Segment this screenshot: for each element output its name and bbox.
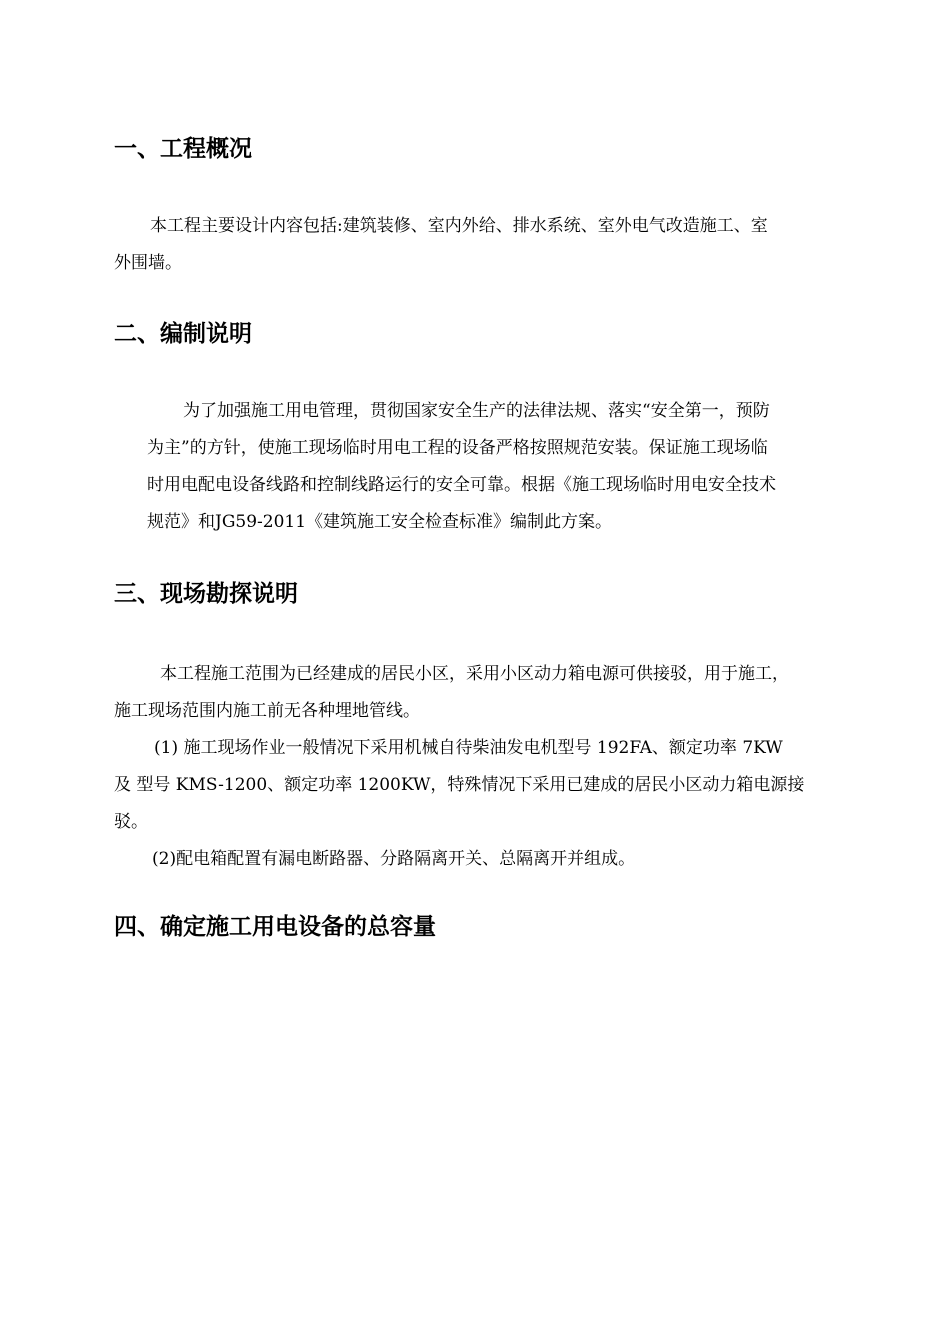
paragraph-line: 为主”的方针，使施工现场临时用电工程的设备严格按照规范安装。保证施工现场临 (147, 438, 768, 458)
paragraph-project-overview (114, 208, 768, 282)
paragraph-line: 及 型号 KMS-1200、额定功率 1200KW，特殊情况下采用已建成的居民小区动力箱电源接 (114, 775, 805, 795)
paragraph-compilation-notes (147, 393, 776, 541)
paragraph-line: 规范》和JG59-2011《建筑施工安全检查标准》编制此方案。 (147, 512, 613, 532)
paragraph-line: 驳。 (114, 812, 148, 832)
section-heading-site-survey: 三、现场勘探说明 (114, 581, 298, 607)
paragraph-line: 本工程主要设计内容包括:建筑装修、室内外给、排水系统、室外电气改造施工、室 (150, 216, 768, 236)
paragraph-line: 外围墙。 (114, 253, 182, 273)
section-heading-project-overview: 一、工程概况 (114, 136, 252, 162)
paragraph-line: 本工程施工范围为已经建成的居民小区，采用小区动力箱电源可供接驳，用于施工， (160, 664, 789, 684)
paragraph-line: (1) 施工现场作业一般情况下采用机械自待柴油发电机型号 192FA、额定功率 7KW (154, 738, 783, 758)
paragraph-line: 为了加强施工用电管理，贯彻国家安全生产的法律法规、落实“安全第一，预防 (183, 401, 770, 421)
paragraph-line: 时用电配电设备线路和控制线路运行的安全可靠。根据《施工现场临时用电安全技术 (147, 475, 776, 495)
paragraph-site-survey (114, 656, 804, 878)
paragraph-line: 施工现场范围内施工前无各种埋地管线。 (114, 701, 420, 721)
section-heading-total-capacity: 四、确定施工用电设备的总容量 (114, 914, 436, 940)
paragraph-line: (2)配电箱配置有漏电断路器、分路隔离开关、总隔离开并组成。 (152, 849, 636, 869)
section-heading-compilation-notes: 二、编制说明 (114, 321, 252, 347)
